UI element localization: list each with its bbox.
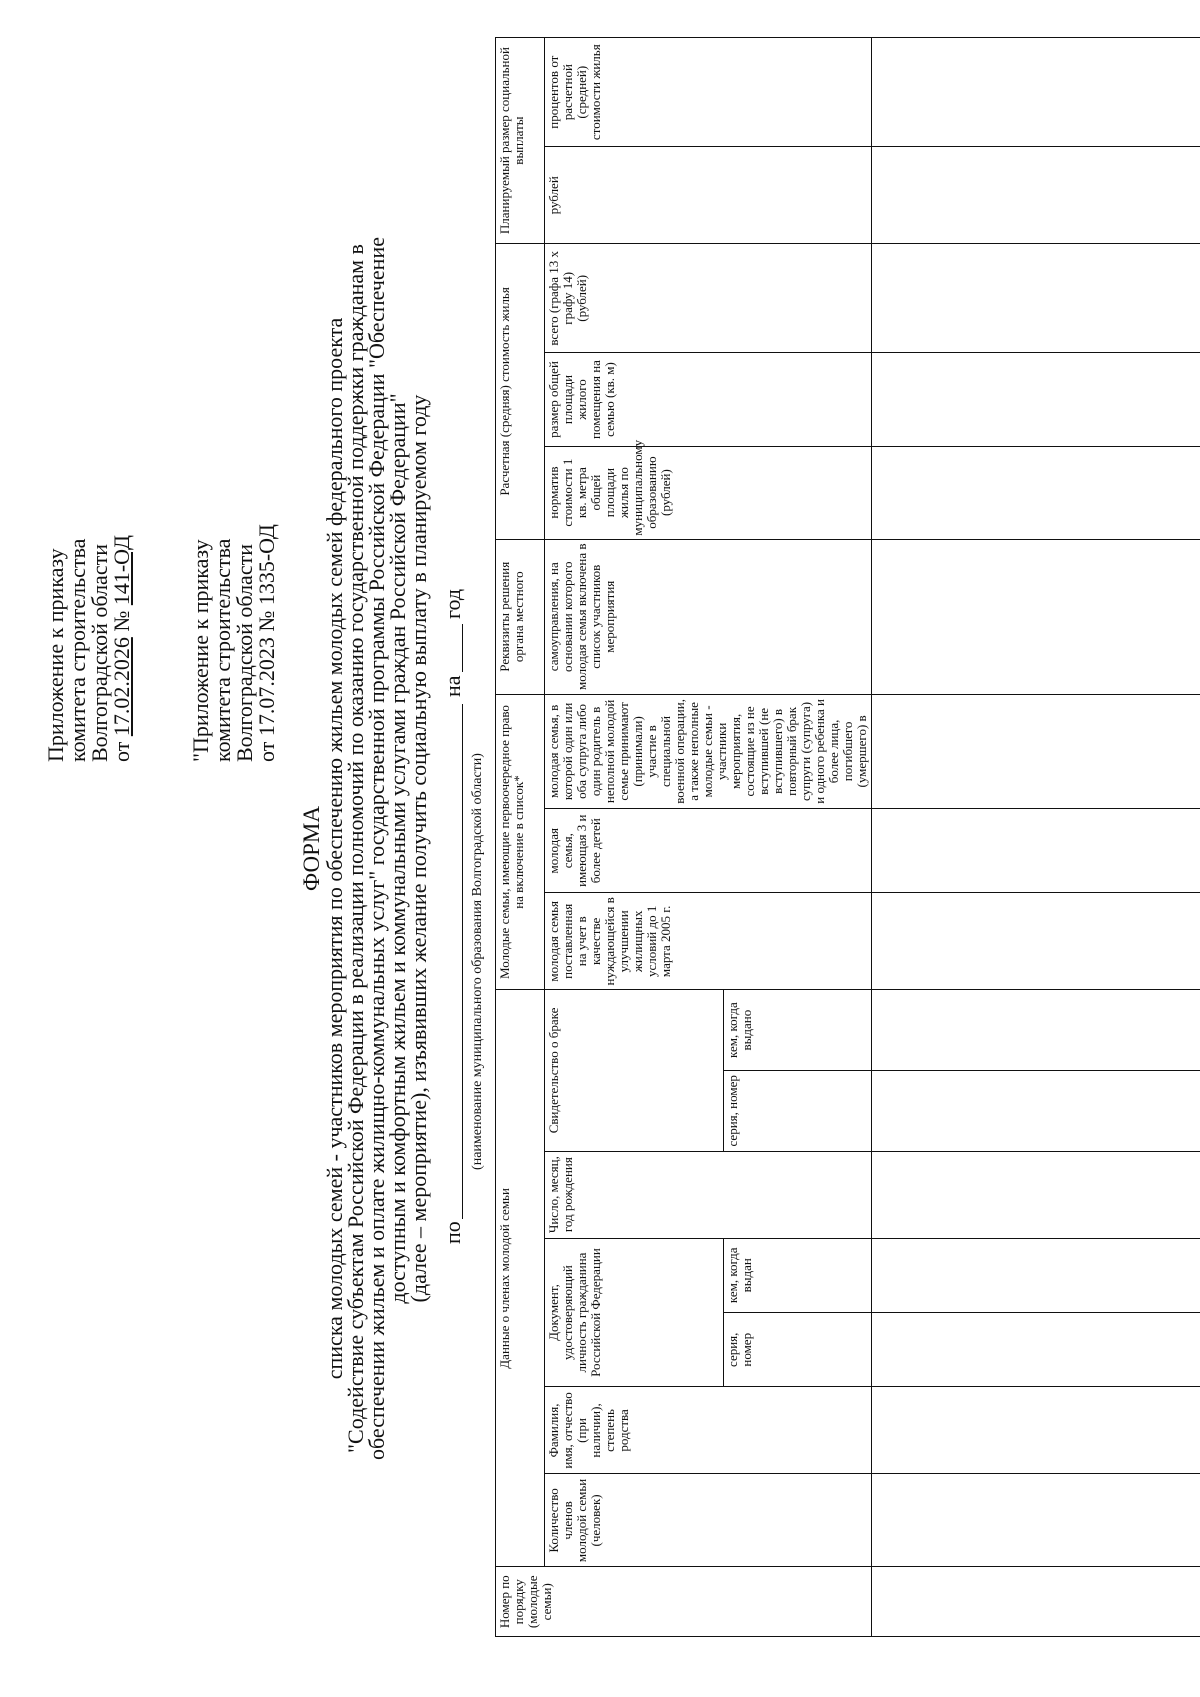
table-cell[interactable]	[872, 244, 1200, 353]
appendix-current-line: Приложение к приказу	[43, 548, 68, 762]
year-blank[interactable]	[462, 624, 463, 672]
col-number-header: Номер по порядку (молодые семьи)	[496, 1567, 872, 1637]
appendix-current-number-sign: №	[109, 605, 134, 638]
form-title-line: доступным и комфортным жильем и коммунальными услугами граждан Российской Федерации"	[385, 393, 410, 1304]
col-priority-large-family: молодая семья, имеющая 3 и более детей	[545, 809, 872, 893]
form-title-line: "Содействие субъектам Российской Федерации в реализации полномочий по оказанию государственной поддержки гражданам в	[343, 244, 368, 1453]
table-cell[interactable]	[872, 1238, 1200, 1312]
payment-header: Планируемый размер социальной выплаты	[496, 38, 545, 244]
appendix-previous-line: "Приложение к приказу	[188, 539, 213, 762]
table-cell[interactable]	[872, 893, 1200, 990]
col-marriage-series-number: серия, номер	[724, 1070, 872, 1151]
table-cell[interactable]	[872, 1313, 1200, 1387]
table-cell[interactable]	[872, 353, 1200, 446]
col-total-cost: всего (графа 13 x графу 14) (рублей)	[545, 244, 872, 353]
col-decision-body: самоуправления, на основании которого молодая семья включена в список участников мероприятия	[545, 539, 872, 694]
table-cell[interactable]	[872, 38, 1200, 147]
municipality-caption: (наименование муниципального образования Волгоградской области)	[470, 753, 485, 1170]
municipality-blank[interactable]	[462, 704, 463, 1219]
appendix-previous	[190, 242, 278, 762]
table-cell[interactable]	[872, 1387, 1200, 1474]
appendix-current	[45, 242, 133, 762]
table-cell[interactable]	[872, 809, 1200, 893]
col-id-series-number: серия, номер	[724, 1313, 872, 1387]
table-cell[interactable]	[872, 1474, 1200, 1567]
col-birth-date: Число, месяц, год рождения	[545, 1151, 872, 1238]
col-id-document: Документ, удостоверяющий личность гражданина Российской Федерации	[545, 1238, 724, 1387]
form-title	[300, 0, 429, 1697]
table-cell[interactable]	[872, 1151, 1200, 1238]
appendix-previous-line: от 17.07.2023 № 1335-ОД	[254, 524, 279, 762]
form-title-line: (далее – мероприятие), изъявивших желание получить социальную выплату в планируемом году	[406, 394, 431, 1303]
decision-header: Реквизиты решения органа местного	[496, 539, 545, 694]
table-cell[interactable]	[872, 446, 1200, 539]
table-cell[interactable]	[872, 1070, 1200, 1151]
col-payment-rubles: рублей	[545, 147, 872, 244]
col-priority-registered: молодая семья поставленная на учет в качестве нуждающейся в улучшении жилищных условий до 1 марта 2005 г.	[545, 893, 872, 990]
appendix-current-order	[111, 242, 133, 762]
col-priority-svo: молодая семья, в которой один или оба супруга либо один родитель в неполной молодой семье принимают (принимали) участие в специальной военной операции, а также неполные молодые семьи - участники мероприятия, состоящие из не вступившей (не вступившего) в повторный брак супруги (супруга) и одного ребенка и более лица, погибшего (умершего) в	[545, 694, 872, 808]
po-label: по	[440, 1221, 465, 1244]
col-living-area: размер общей площади жилого помещения на семью (кв. м)	[545, 353, 872, 446]
form-title-line: списка молодых семей - участников мероприятия по обеспечению жильем молодых семей федерального проекта	[322, 317, 347, 1380]
family-data-header: Данные о членах молодой семьи	[496, 990, 545, 1567]
municipality-line	[440, 0, 468, 1697]
table-row	[872, 38, 1200, 1637]
appendix-current-number: 141-ОД	[109, 535, 134, 606]
appendix-previous-line: Волгоградской области	[232, 544, 257, 762]
table-cell[interactable]	[872, 539, 1200, 694]
cost-header: Расчетная (средняя) стоимость жилья	[496, 244, 545, 539]
appendix-previous-line: комитета строительства	[210, 538, 235, 762]
col-members-count: Количество членов молодой семьи (человек)	[545, 1474, 872, 1567]
col-id-issued-by: кем, когда выдан	[724, 1238, 872, 1312]
col-cost-norm: норматив стоимости 1 кв. метра общей площади жилья по муниципальному образованию (рублей)	[545, 446, 872, 539]
appendix-current-prefix: от	[109, 736, 134, 762]
appendix-current-date: 17.02.2026	[109, 637, 134, 737]
col-payment-percent: процентов от расчетной (средней) стоимости жилья	[545, 38, 872, 147]
priority-header: Молодые семьи, имеющие первоочередное право на включение в список*	[496, 694, 545, 989]
table-cell[interactable]	[872, 990, 1200, 1071]
col-fio: Фамилия, имя, отчество (при наличии), степень родства	[545, 1387, 872, 1474]
table-cell[interactable]	[872, 147, 1200, 244]
appendix-current-line: Волгоградской области	[87, 544, 112, 762]
table-cell[interactable]	[872, 1567, 1200, 1637]
table-cell[interactable]	[872, 694, 1200, 808]
col-marriage-certificate: Свидетельство о браке	[545, 990, 724, 1151]
god-label: год	[440, 588, 465, 619]
form-title-line: обеспечении жильем и оплате жилищно-коммунальных услуг" государственной программы Российской Федерации "Обеспечение	[364, 237, 389, 1460]
appendix-current-line: комитета строительства	[65, 538, 90, 762]
col-marriage-issued-by: кем, когда выдано	[724, 990, 872, 1071]
families-table	[495, 37, 1200, 1637]
na-label: на	[440, 675, 465, 697]
form-heading: ФОРМА	[299, 806, 324, 891]
